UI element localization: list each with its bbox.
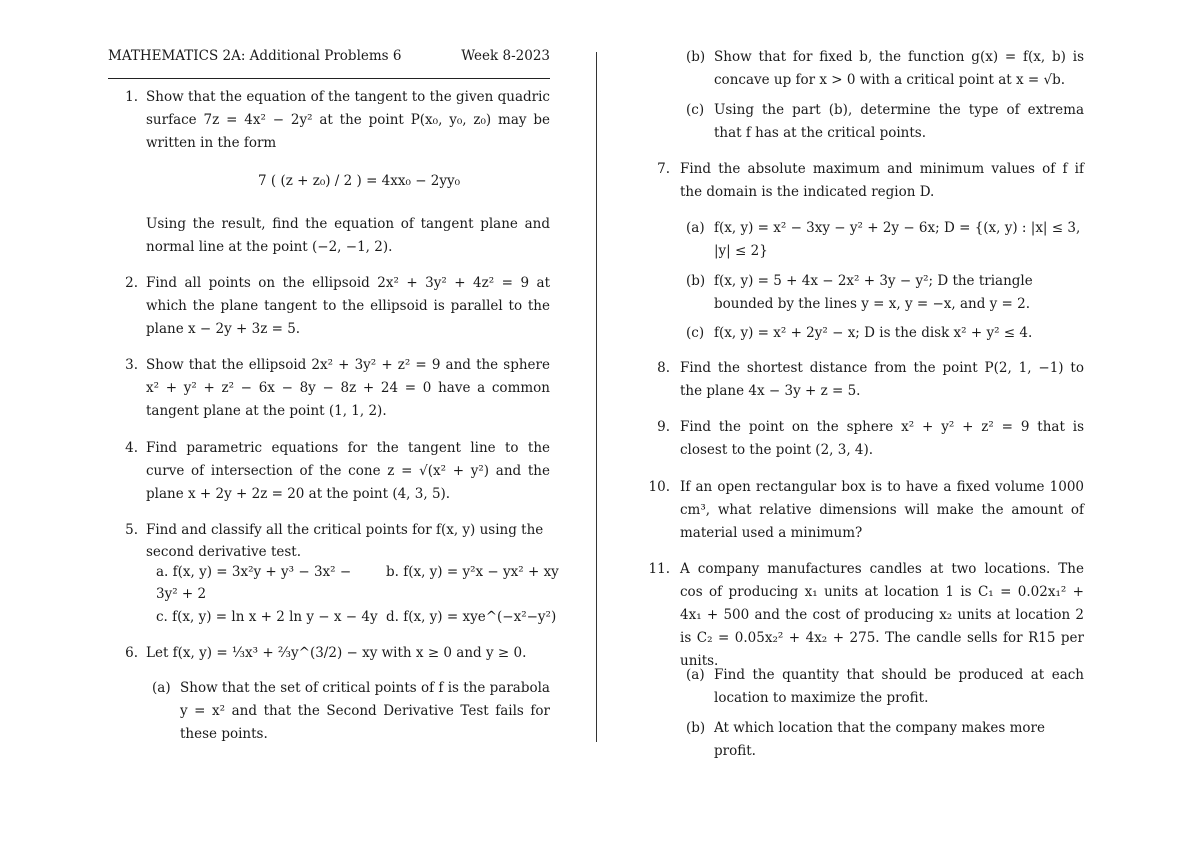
subpart-label: (c) bbox=[686, 325, 705, 341]
problem-number: 4. bbox=[125, 440, 138, 456]
problem-number: 7. bbox=[657, 161, 670, 177]
problem-text: Show that the ellipsoid 2x² + 3y² + z² = 9 and the sphere x² + y² + z² − 6x − 8y − 8z + 24 = 0 have a common tangent plane at the point (1, 1, 2). bbox=[146, 357, 550, 419]
problem-text: Find the shortest distance from the point P(2, 1, −1) to the plane 4x − 3y + z = 5. bbox=[680, 360, 1084, 399]
problem-text: Find parametric equations for the tangent line to the curve of intersection of the cone z = √(x² + y²) and the plane x + 2y + 2z = 20 at the point (4, 3, 5). bbox=[146, 440, 550, 502]
problem-number: 3. bbox=[125, 357, 138, 373]
subpart-text: f(x, y) = 5 + 4x − 2x² + 3y − y²; D the triangle bounded by the lines y = x, y = −x, and y = 2. bbox=[714, 273, 1033, 312]
problem-number: 1. bbox=[125, 89, 138, 105]
week-label: Week 8-2023 bbox=[461, 48, 550, 64]
document-title: MATHEMATICS 2A: Additional Problems 6 bbox=[108, 48, 402, 64]
problem-number: 10. bbox=[648, 479, 670, 495]
subpart-label: (b) bbox=[686, 720, 706, 736]
problem-text: Let f(x, y) = ⅓x³ + ⅔y^(3/2) − xy with x ≥ 0 and y ≥ 0. bbox=[146, 645, 527, 661]
subpart-text: f(x, y) = x² − 3xy − y² + 2y − 6x; D = {(x, y) : |x| ≤ 3, |y| ≤ 2} bbox=[714, 220, 1081, 259]
subpart-label: (b) bbox=[686, 49, 706, 65]
subpart-text: f(x, y) = x² + 2y² − x; D is the disk x² + y² ≤ 4. bbox=[714, 325, 1033, 341]
problem-text: A company manufactures candles at two locations. The cos of producing x₁ units at location 1 is C₁ = 0.02x₁² + 4x₁ + 500 and the cost of producing x₂ units at location 2 is C₂ = 0.05x₂² + 4x₂ + 275. The candle sells for R15 per units. bbox=[680, 561, 1084, 669]
problem-text: Find and classify all the critical points for f(x, y) using the second derivative test. bbox=[146, 522, 544, 560]
problem-text: Find the point on the sphere x² + y² + z² = 9 that is closest to the point (2, 3, 4). bbox=[680, 419, 1084, 458]
subpart-label: (a) bbox=[152, 680, 171, 696]
problem-number: 8. bbox=[657, 360, 670, 376]
problem-text: Find all points on the ellipsoid 2x² + 3y² + 4z² = 9 at which the plane tangent to the ellipsoid is parallel to the plane x − 2y + 3z = 5. bbox=[146, 275, 550, 337]
problem-text: If an open rectangular box is to have a fixed volume 1000 cm³, what relative dimensions will make the amount of material used a minimum? bbox=[680, 479, 1084, 541]
problem-number: 2. bbox=[125, 275, 138, 291]
problem-text-2: Using the result, find the equation of tangent plane and normal line at the point (−2, −1, 2). bbox=[146, 216, 550, 255]
subpart-text: At which location that the company makes more profit. bbox=[714, 720, 1045, 759]
subpart-text: Using the part (b), determine the type of extrema that f has at the critical points. bbox=[714, 102, 1084, 141]
subpart-label: (a) bbox=[686, 667, 705, 683]
problem-text: Show that the equation of the tangent to the given quadric surface 7z = 4x² − 2y² at the point P(x₀, y₀, z₀) may be written in the form bbox=[146, 89, 550, 151]
subpart-b: b. f(x, y) = y²x − yx² + xy bbox=[386, 564, 559, 580]
subpart-text: Find the quantity that should be produced at each location to maximize the profit. bbox=[714, 667, 1084, 706]
column-divider bbox=[596, 52, 597, 742]
subpart-d: d. f(x, y) = xye^(−x²−y²) bbox=[386, 609, 557, 625]
subpart-text: Show that for fixed b, the function g(x) = f(x, b) is concave up for x > 0 with a critical point at x = √b. bbox=[714, 49, 1084, 88]
problem-text: Find the absolute maximum and minimum values of f if the domain is the indicated region D. bbox=[680, 161, 1084, 200]
problem-formula: 7 ( (z + z₀) / 2 ) = 4xx₀ − 2yy₀ bbox=[258, 173, 461, 189]
subpart-c: c. f(x, y) = ln x + 2 ln y − x − 4y bbox=[156, 609, 378, 625]
subpart-label: (b) bbox=[686, 273, 706, 289]
subpart-label: (a) bbox=[686, 220, 705, 236]
problem-number: 6. bbox=[125, 645, 138, 661]
page-header bbox=[108, 48, 550, 79]
problem-number: 5. bbox=[125, 522, 138, 538]
subpart-a-continued: 3y² + 2 bbox=[156, 586, 207, 602]
subpart-label: (c) bbox=[686, 102, 705, 118]
subpart-text: Show that the set of critical points of f is the parabola y = x² and that the Second Derivative Test fails for these points. bbox=[180, 680, 550, 742]
problem-number: 11. bbox=[648, 561, 670, 577]
subpart-a: a. f(x, y) = 3x²y + y³ − 3x² − bbox=[156, 564, 352, 580]
problem-number: 9. bbox=[657, 419, 670, 435]
